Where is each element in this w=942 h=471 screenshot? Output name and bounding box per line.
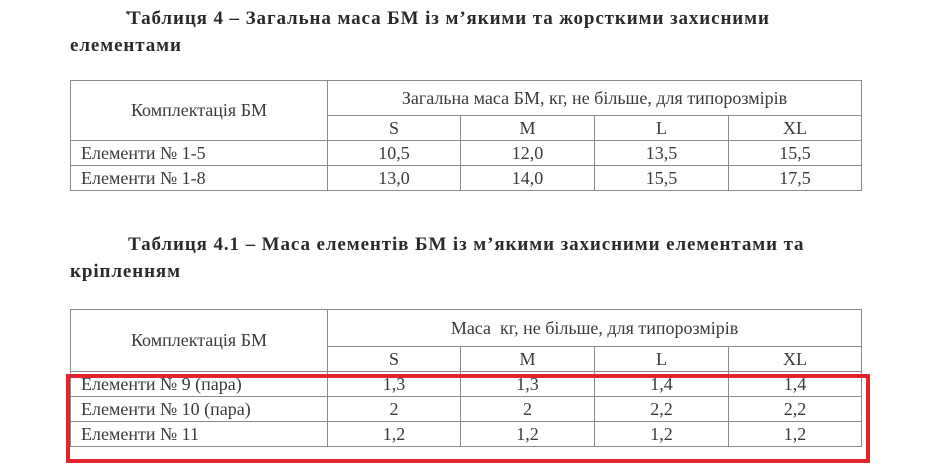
table1-group-header: Загальна маса БМ, кг, не більше, для типорозмірів bbox=[328, 81, 862, 116]
cell-value: 12,0 bbox=[461, 141, 595, 166]
table2-size-xl: XL bbox=[729, 347, 862, 372]
row-label: Елементи № 1-5 bbox=[71, 141, 328, 166]
cell-value: 1,3 bbox=[461, 372, 595, 397]
cell-value: 15,5 bbox=[729, 141, 862, 166]
row-label: Елементи № 11 bbox=[71, 422, 328, 447]
table1-size-s: S bbox=[328, 116, 461, 141]
table1-size-xl: XL bbox=[729, 116, 862, 141]
table-row bbox=[71, 372, 862, 397]
cell-value: 2 bbox=[328, 397, 461, 422]
cell-value: 10,5 bbox=[328, 141, 461, 166]
cell-value: 1,2 bbox=[595, 422, 729, 447]
table1 bbox=[70, 80, 862, 191]
cell-value: 15,5 bbox=[595, 166, 729, 191]
row-label: Елементи № 9 (пара) bbox=[71, 372, 328, 397]
cell-value: 17,5 bbox=[729, 166, 862, 191]
cell-value: 13,5 bbox=[595, 141, 729, 166]
table2-caption: Таблиця 4.1 – Маса елементів БМ із м’якими захисними елементами та кріпленням bbox=[70, 234, 805, 282]
table1-caption: Таблиця 4 – Загальна маса БМ із м’якими та жорсткими захисними елементами bbox=[70, 8, 770, 56]
cell-value: 2,2 bbox=[729, 397, 862, 422]
table-row bbox=[71, 422, 862, 447]
table2-row-header: Комплектація БМ bbox=[71, 310, 328, 372]
table2-size-m: M bbox=[461, 347, 595, 372]
table1-size-m: M bbox=[461, 116, 595, 141]
table-row bbox=[71, 166, 862, 191]
table2 bbox=[70, 309, 862, 447]
cell-value: 14,0 bbox=[461, 166, 595, 191]
cell-value: 1,2 bbox=[461, 422, 595, 447]
cell-value: 2,2 bbox=[595, 397, 729, 422]
cell-value: 1,3 bbox=[328, 372, 461, 397]
table-row bbox=[71, 141, 862, 166]
cell-value: 1,2 bbox=[328, 422, 461, 447]
cell-value: 1,2 bbox=[729, 422, 862, 447]
table-row bbox=[71, 397, 862, 422]
table2-size-l: L bbox=[595, 347, 729, 372]
table2-size-s: S bbox=[328, 347, 461, 372]
table2-group-header: Маса кг, не більше, для типорозмірів bbox=[328, 310, 862, 347]
table1-size-l: L bbox=[595, 116, 729, 141]
cell-value: 1,4 bbox=[729, 372, 862, 397]
cell-value: 1,4 bbox=[595, 372, 729, 397]
row-label: Елементи № 10 (пара) bbox=[71, 397, 328, 422]
table1-row-header: Комплектація БМ bbox=[71, 81, 328, 141]
cell-value: 13,0 bbox=[328, 166, 461, 191]
row-label: Елементи № 1-8 bbox=[71, 166, 328, 191]
cell-value: 2 bbox=[461, 397, 595, 422]
